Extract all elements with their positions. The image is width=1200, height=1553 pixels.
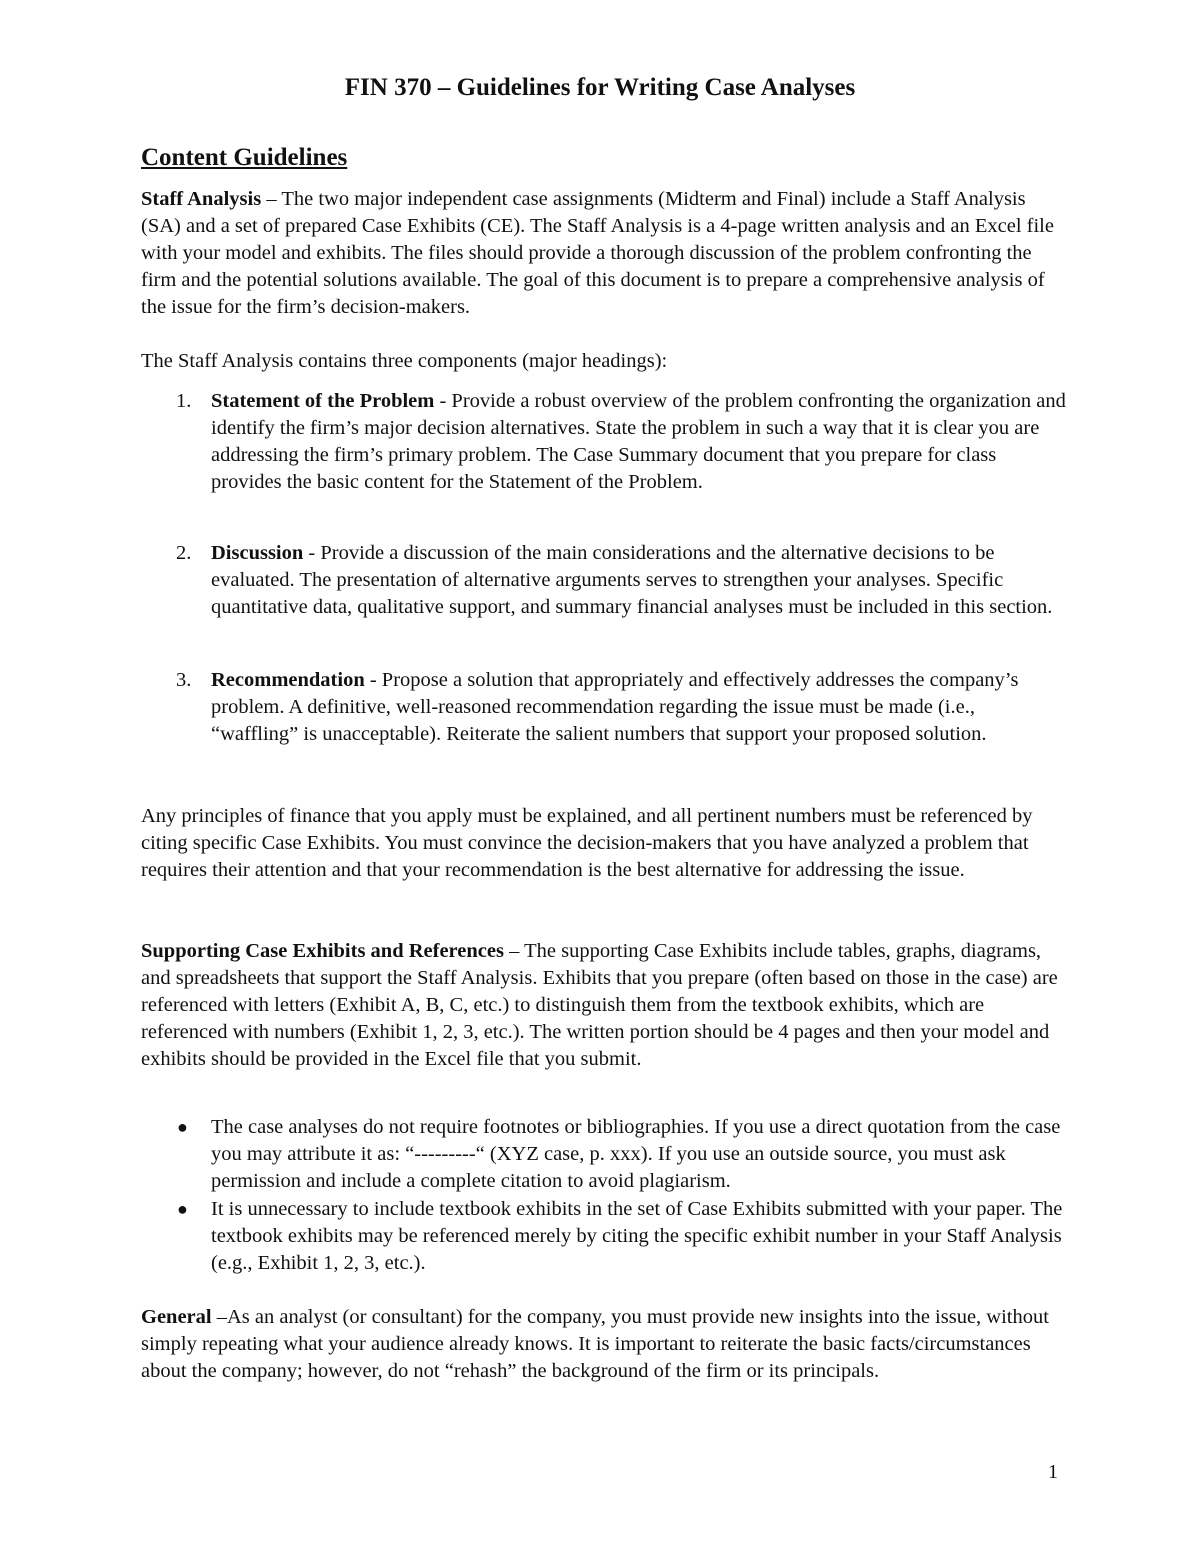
document-title: FIN 370 – Guidelines for Writing Case Analyses (344, 74, 856, 101)
supporting-paragraph (141, 938, 1066, 1073)
component-number: 2. (176, 542, 192, 564)
supporting-text: – The supporting Case Exhibits include tables, graphs, diagrams, and spreadsheets that support the Staff Analysis. Exhibits that you prepare (often based on those in the case) are referenced with letters (Exhibit A, B, C, etc.) to distinguish them from the textbook exhibits, which are referenced with numbers (Exhibit 1, 2, 3, etc.). The written portion should be 4 pages and then your model and exhibits should be provided in the Excel file that you submit. (141, 940, 1058, 1070)
bullet-text: The case analyses do not require footnotes or bibliographies. If you use a direct quotation from the case you may attribute it as: “---------“ (XYZ case, p. xxx). If you use an outside source, you must ask permission and include a complete citation to avoid plagiarism. (211, 1116, 1061, 1192)
supporting-label: Supporting Case Exhibits and References (141, 940, 504, 962)
section-heading: Content Guidelines (141, 144, 348, 171)
components-intro: The Staff Analysis contains three components (major headings): (141, 350, 668, 372)
component-text: - Propose a solution that appropriately and effectively addresses the company’s problem. A definitive, well-reasoned recommendation regarding the issue must be made (i.e., “waffling” is unacceptable). Reiterate the salient numbers that support your proposed solution. (211, 669, 1019, 745)
general-label: General (141, 1306, 212, 1328)
bullet-icon: ● (177, 1199, 188, 1219)
component-body (211, 540, 1066, 621)
general-paragraph (141, 1304, 1066, 1385)
staff-analysis-text: – The two major independent case assignments (Midterm and Final) include a Staff Analysis (SA) and a set of prepared Case Exhibits (CE). The Staff Analysis is a 4-page written analysis and an Excel file with your model and exhibits. The files should provide a thorough discussion of the problem confronting the firm and the potential solutions available. The goal of this document is to prepare a comprehensive analysis of the issue for the firm’s decision-makers. (141, 188, 1054, 318)
general-text: –As an analyst (or consultant) for the company, you must provide new insights into the issue, without simply repeating what your audience already knows. It is important to reiterate the basic facts/circumstances about the company; however, do not “rehash” the background of the firm or its principals. (141, 1306, 1049, 1382)
staff-analysis-paragraph (141, 186, 1066, 321)
bullet-icon: ● (177, 1117, 188, 1137)
component-label: Discussion (211, 542, 304, 564)
principles-paragraph: Any principles of finance that you apply must be explained, and all pertinent numbers must be referenced by citing specific Case Exhibits. You must convince the decision-makers that you have analyzed a problem that requires their attention and that your recommendation is the best alternative for addressing the issue. (141, 805, 1033, 881)
component-label: Recommendation (211, 669, 365, 691)
component-number: 3. (176, 669, 192, 691)
component-text: - Provide a robust overview of the problem confronting the organization and identify the firm’s major decision alternatives. State the problem in such a way that it is clear you are addressing the firm’s primary problem. The Case Summary document that you prepare for class provides the basic content for the Statement of the Problem. (211, 390, 1066, 493)
component-body (211, 667, 1066, 748)
bullet-text: It is unnecessary to include textbook exhibits in the set of Case Exhibits submitted with your paper. The textbook exhibits may be referenced merely by citing the specific exhibit number in your Staff Analysis (e.g., Exhibit 1, 2, 3, etc.). (211, 1198, 1063, 1274)
component-label: Statement of the Problem (211, 390, 435, 412)
component-text: - Provide a discussion of the main considerations and the alternative decisions to be evaluated. The presentation of alternative arguments serves to strengthen your analyses. Specific quantitative data, qualitative support, and summary financial analyses must be included in this section. (211, 542, 1053, 618)
page-number: 1 (1048, 1461, 1058, 1483)
component-body (211, 388, 1066, 496)
component-number: 1. (176, 390, 192, 412)
staff-analysis-label: Staff Analysis (141, 188, 262, 210)
